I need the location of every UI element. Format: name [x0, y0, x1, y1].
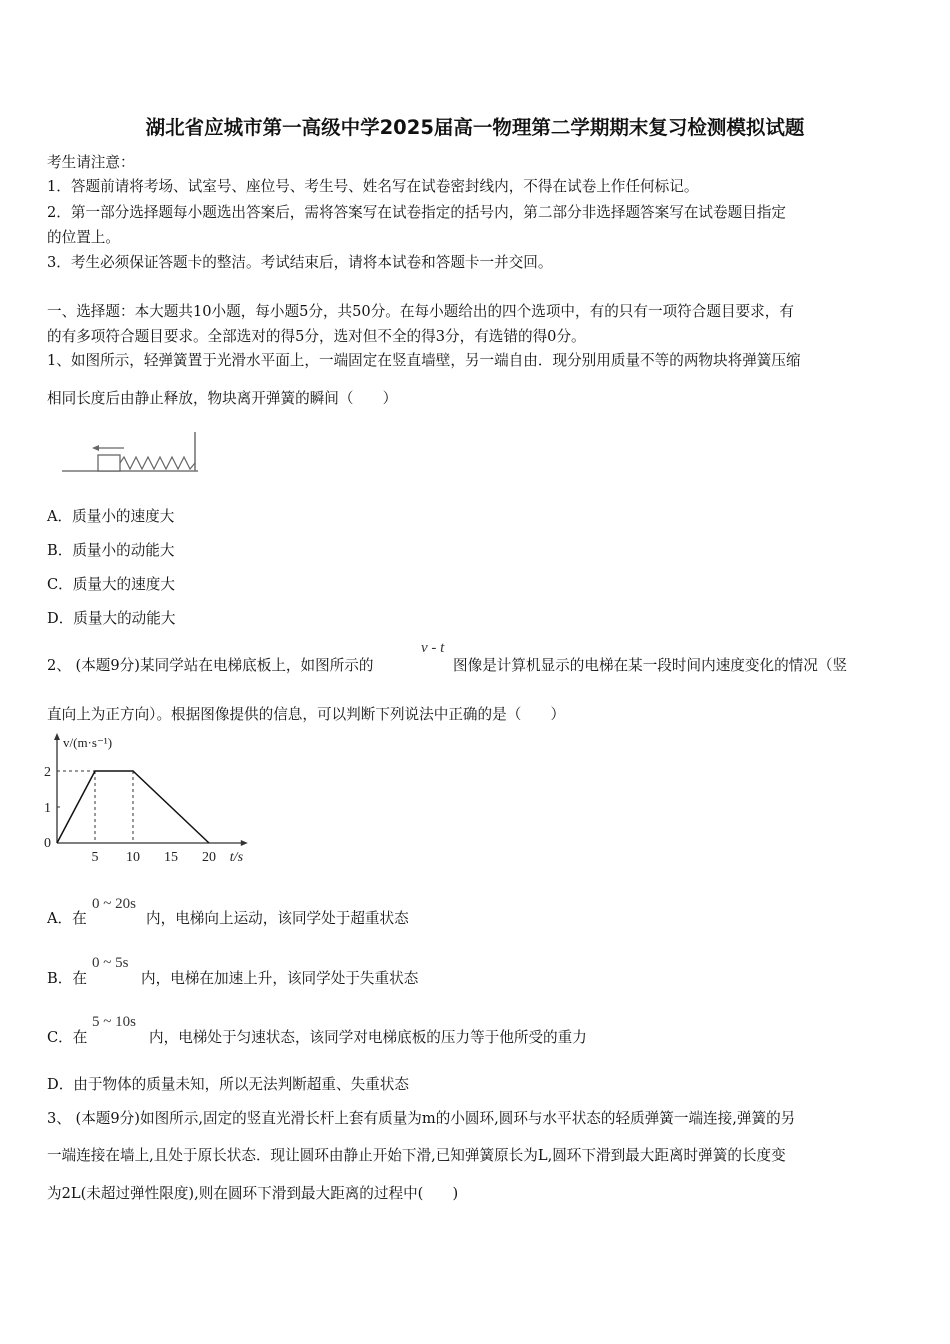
q2-formula-vt: v - t [421, 640, 445, 656]
x-tick-label: 5 [91, 850, 99, 865]
q2-option-a-range: 0 ~ 20s [92, 896, 136, 912]
notice-item-2-line-2: 的位置上。 [47, 229, 120, 246]
arrow-head [92, 445, 99, 451]
spring-block-figure [58, 428, 203, 478]
y-tick-label: 1 [44, 801, 51, 816]
x-tick-label: 20 [202, 850, 216, 865]
y-axis-arrow [54, 733, 60, 740]
q2-stem-suffix: 图像是计算机显示的电梯在某一段时间内速度变化的情况（竖 [453, 657, 848, 674]
notice-heading: 考生请注意： [47, 154, 135, 171]
q2-option-b-range: 0 ~ 5s [92, 955, 129, 971]
x-tick-label: 15 [164, 850, 178, 865]
q3-stem-line-1: 3、 (本题9分)如图所示,固定的竖直光滑长杆上套有质量为m的小圆环,圆环与水平状态的轻质弹簧一端连接,弹簧的另 [47, 1110, 796, 1127]
page-title: 湖北省应城市第一高级中学2025届高一物理第二学期期末复习检测模拟试题 [145, 116, 805, 139]
vt-graph [40, 732, 255, 867]
spring [120, 457, 195, 469]
q1-option-c: C．质量大的速度大 [47, 576, 175, 593]
q3-stem-line-3: 为2L(未超过弹性限度),则在圆环下滑到最大距离的过程中( ) [47, 1185, 459, 1202]
q1-option-d: D．质量大的动能大 [47, 610, 176, 627]
notice-item-2-line-1: 2．第一部分选择题每小题选出答案后，需将答案写在试卷指定的括号内，第二部分非选择题答案写在试卷题目指定 [47, 204, 786, 221]
q1-stem-line-2: 相同长度后由静止释放，物块离开弹簧的瞬间（ ） [47, 390, 398, 407]
section-heading-line-2: 的有多项符合题目要求。全部选对的得5分，选对但不全的得3分，有选错的得0分。 [47, 328, 586, 345]
q2-option-c-prefix: C．在 [47, 1029, 88, 1046]
x-axis-label: t/s [229, 850, 244, 865]
y-axis-label: v/(m·s⁻¹) [63, 735, 113, 750]
origin-label: 0 [44, 836, 51, 851]
q3-stem-line-2: 一端连接在墙上,且处于原长状态．现让圆环由静止开始下滑,已知弹簧原长为L,圆环下滑到最大距离时弹簧的长度变 [47, 1147, 786, 1164]
x-tick-label: 10 [126, 850, 140, 865]
q1-option-b: B．质量小的动能大 [47, 542, 175, 559]
notice-item-3: 3．考生必须保证答题卡的整洁。考试结束后，请将本试卷和答题卡一并交回。 [47, 254, 553, 271]
q2-option-a-text: 内，电梯向上运动，该同学处于超重状态 [146, 910, 409, 927]
q1-stem-line-1: 1、如图所示，轻弹簧置于光滑水平面上，一端固定在竖直墙壁，另一端自由．现分别用质量不等的两物块将弹簧压缩 [47, 352, 801, 369]
q2-option-b-text: 内，电梯在加速上升，该同学处于失重状态 [141, 970, 419, 987]
x-axis-arrow [241, 840, 248, 846]
q2-stem-line-2: 直向上为正方向）。根据图像提供的信息，可以判断下列说法中正确的是（ ） [47, 706, 566, 723]
q2-option-c-range: 5 ~ 10s [92, 1014, 136, 1030]
y-tick-label: 2 [44, 765, 51, 780]
q1-option-a: A．质量小的速度大 [47, 508, 175, 525]
q2-stem-prefix: 2、 (本题9分)某同学站在电梯底板上，如图所示的 [47, 657, 374, 674]
block [98, 455, 120, 471]
notice-item-1: 1．答题前请将考场、试室号、座位号、考生号、姓名写在试卷密封线内，不得在试卷上作任何标记。 [47, 178, 699, 195]
q2-option-c-text: 内，电梯处于匀速状态，该同学对电梯底板的压力等于他所受的重力 [149, 1029, 587, 1046]
q2-option-b-prefix: B．在 [47, 970, 87, 987]
section-heading-line-1: 一、选择题：本大题共10小题，每小题5分，共50分。在每小题给出的四个选项中，有的只有一项符合题目要求，有 [47, 303, 794, 320]
q2-option-a-prefix: A．在 [47, 910, 87, 927]
q2-option-d: D．由于物体的质量未知，所以无法判断超重、失重状态 [47, 1076, 409, 1093]
